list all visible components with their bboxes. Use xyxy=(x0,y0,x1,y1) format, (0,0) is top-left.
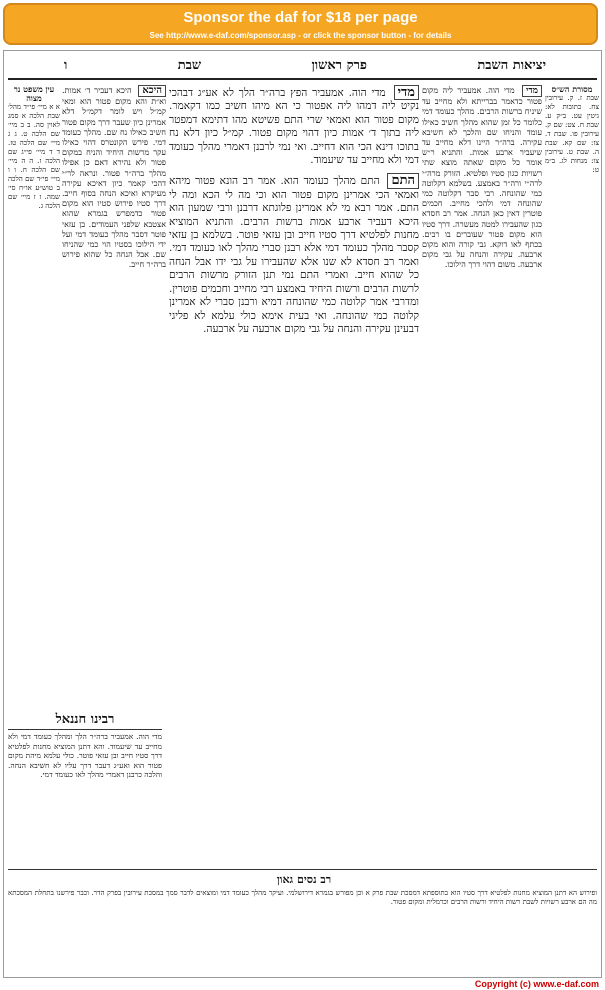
rashi-dibbur: מדי xyxy=(522,85,542,97)
gemara-paragraph-2: התם מהלך כעומד הוא. אמר רב הונא פטור מיהא ואמאי הכי אמרינן מקום פטור הוא וכי מה לי הכא ומה לי התם. אמר רבא מי לא אמרינן פלוגתא דרבנן ורבי שמעון הוא היכא דעביר ארבע אמות ברשות הרבים. והתניא המוציא מחנות לפלטיא דרך סטיו חייב ובן עזאי פוטר. בשלמא בן עזאי קסבר מהלך כעומד דמי אלא רבנן סברי מהלך לאו כעומד דמי. ואמר רב חסדא לא שנו אלא שהעבירו על גבי ידו אבל הנחה כל שהוא חייב. ואמרי התם נמי תנן הזורק מרשות הרבים לרשות הרבים ורשות היחיד באמצע רבי מחייב וחכמים פוטרין. ומדרבי אמר קלוטה כמי שהונחה דמיא ורבנן סברי לא אמרינן קלוטה כמי שהונחה. ואי בעית אימא כולי עלמא לא פליגי דבעינן עקירה והנחה על גבי מקום ארבעה על ארבעה. xyxy=(169,175,419,335)
gemara-dibbur-2: התם xyxy=(387,173,419,188)
running-head-chapter: יציאות השבת xyxy=(477,58,546,73)
rav-nissim-text: ופירוש הא דתנן המוציא מחנות לפלטיא דרך סטיו הוא בתוספתא דמסכת שבת פרק א וכן מפורש בגמרא דירושלמי. ועיקר מהלך כעומד דמי ומוצאים לדבר סמך במסכת עירובין בפרק הדר. וכבר פירשנו בתחלת המסכתא מה הם ארבע רשויות לשבת רשות היחיד ורשות הרבים וכרמלית ומקום פטור. xyxy=(8,889,597,906)
tosafot-text: היכא דעביר ד׳ אמות. וא״ת והא מקום פטור הוא ומאי קמ״ל ויש לומר דקמ״ל דלא אמרינן כיון שעבר דרך מקום פטור חשיב כאילו נח שם. מהלך כעומד דמי. פירש הקונטרס דהוי כאילו עקר מרשות היחיד והניח במקום פטור ולא נהירא דאם כן אפילו מהלך ברה״ר פטור. ונראה לר״י דהכי קאמר כיון דאיכא עקירה מעיקרא ואיכא הנחה בסוף חייב. דרך סטיו פירוש סטיו הוא מקום פטור כדמפרש בגמרא שהוא אצטבא שלפני העמודים. בן עזאי פוטר דסבר מהלך כעומד דמי ועל ידי הילוכו בסטיו הוי כמי שהניחו שם. אבל הנחה כל שהוא פירוש ברה״ר חייב. xyxy=(62,86,166,270)
running-head-perek: פרק ראשון xyxy=(311,58,367,73)
talmud-page xyxy=(3,50,602,978)
rabbeinu-chananel-text: מדי הוה. אמעביר ברה״ר הלך ומהלך כעומד דמי ולא מחייב עד שיעמוד. והא דתנן המוציא מחנות לפלטיא דרך סטיו חייב ובן עזאי פוטר. כולי עלמא מיהת מקום פטור הוא ואע״ג דעבר דרך עליו לא חשיבא הנחה. והלכה כרבנן דאמרי מהלך לאו כעומד דמי. xyxy=(8,732,162,780)
header-divider xyxy=(8,78,597,80)
rashi-text: מדי הוה. אמעביר ליה מקום פטור כדאמר בברייתא ולא מחייב עד שיניח ברשות הרבים. מהלך כעומד דמי כלומר כל זמן שהוא מהלך חשיב כאילו עומד והניחו שם והלכך לא חשיבא עקירה. ברה״ר היינו דלא מחייב עד שיעביר ארבע אמות. והתניא ר״ש אומר כל מקום שאתה מוצא שתי רשויות כגון סטיו ופלטיא. הזורק מרה״י לרה״י ורה״ר באמצע. בשלמא דקלוטה כמי שהונחה. רבי סבר דקלוטה כמי שהונחה דמי ולהכי מחייב. חכמים פוטרין דאין כאן הנחה. אמר רב חסדא כגון שהעבירו למטה מעשרה. דרך סטיו הוא מקום פטור שעוברים בו רבים. בכתף לאו דוקא. גבי קורה והוא מקום ארבעה. עקירה והנחה על גבי מקום ארבעה. משום דהוי דרך הילוכו. xyxy=(422,86,542,270)
ein-mishpat-margin xyxy=(8,85,60,705)
sponsor-subtitle[interactable]: See http://www.e-daf.com/sponsor.asp - or click the sponsor button - for details xyxy=(149,31,452,40)
running-head-folio: ו xyxy=(64,58,68,73)
masoret-text: שבת ז. ק. עירובין צח. כתובות לא: גיטין עט. ב״ק ע. שבת ח. צט: שם ק. עירובין פו. שבת ד. צז: שם קא. שבת ה. שבת ט. עירובין צו: מנחות לג. ב״מ ט: xyxy=(545,94,599,174)
masoret-hashas-margin xyxy=(545,85,599,925)
tosafot-dibbur: היכא xyxy=(138,85,166,97)
rashi-column xyxy=(422,85,542,865)
rabbeinu-chananel-box xyxy=(8,711,162,861)
gemara-column xyxy=(169,85,419,865)
running-head xyxy=(64,55,546,75)
ein-mishpat-heading: עין משפט נר מצוה xyxy=(13,85,55,103)
sponsor-title[interactable]: Sponsor the daf for $18 per page xyxy=(183,9,418,26)
masoret-heading: מסורת הש״ס xyxy=(551,85,593,94)
tosafot-column xyxy=(62,85,166,745)
running-head-tractate: שבת xyxy=(177,58,202,73)
gemara-paragraph-1: מדי הוה. אמעביר הפץ ברה״ר הלך לא אע״ג דבהכי נקיט ליה דמהו ליה אפטור כי הא מיהו חשיב כמו דקאמר. מקום פטור הוא ואמאי שרי התם פשיטא מהו דתימא דמפטר ליה בתוך ד׳ אמות כיון דהוי מקום פטור. קמ״ל כיון דלא נח בתוכו דינא הכי הוא דחייב. ואי נמי לרבנן דאמרי מהלך כעומד דמי ולא מחייב עד שיעמוד. xyxy=(169,87,419,167)
rav-nissim-heading: רב נסים גאון xyxy=(276,873,332,886)
ein-mishpat-text: א א מיי׳ פי״ד מהל׳ שבת הלכה א סמג לאוין סה. ב ב מיי׳ שם הלכה ט. ג ג מיי׳ שם הלכה טז. ד ד מיי׳ פי״ג שם הלכה ז. ה ה מיי׳ שם הלכה ח. ו ו מיי׳ פי״ד שם הלכה ב טוש״ע או״ח סי׳ שמה. ז ז מיי׳ שם הלכה ג. xyxy=(8,103,60,210)
copyright-link[interactable]: Copyright (c) www.e-daf.com xyxy=(474,979,599,989)
footer-divider xyxy=(8,869,597,870)
sponsor-banner[interactable] xyxy=(3,3,598,45)
gemara-dibbur-1: מדי xyxy=(394,85,419,100)
rabbeinu-chananel-title: רבינו חננאל xyxy=(8,711,162,730)
